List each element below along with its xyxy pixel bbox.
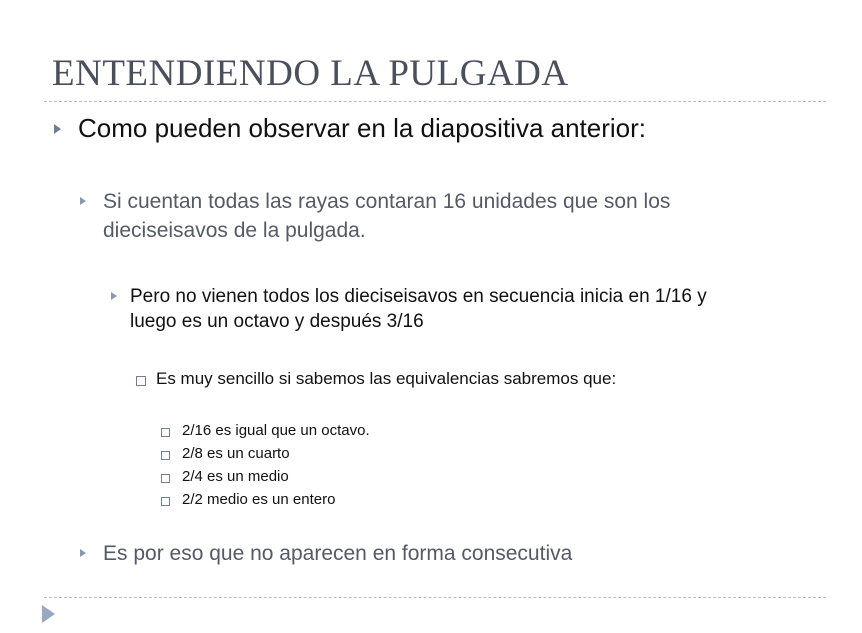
bullet-triangle-icon (111, 292, 117, 300)
next-slide-arrow-icon[interactable] (42, 605, 55, 623)
bullet-level2-line2: dieciseisavos de la pulgada. (103, 219, 366, 242)
bullet-square-icon (161, 451, 170, 460)
equivalence-item: 2/16 es igual que un octavo. (182, 422, 370, 439)
bullet-closing: Es por eso que no aparecen en forma consecutiva (103, 542, 573, 565)
bullet-triangle-icon (54, 124, 61, 134)
bullet-square-icon (161, 474, 170, 483)
slide-title: ENTENDIENDO LA PULGADA (52, 53, 569, 94)
bullet-square-icon (161, 428, 170, 437)
equivalence-item: 2/4 es un medio (182, 468, 289, 485)
bullet-level3-line2: luego es un octavo y después 3/16 (130, 311, 424, 332)
top-divider (44, 101, 826, 102)
equivalence-item: 2/2 medio es un entero (182, 491, 336, 508)
bullet-level3-line1: Pero no vienen todos los dieciseisavos en secuencia inicia en 1/16 y (130, 286, 707, 307)
bullet-triangle-icon (80, 549, 86, 557)
bullet-level4: Es muy sencillo si sabemos las equivalencias sabremos que: (156, 369, 617, 388)
equivalence-item: 2/8 es un cuarto (182, 445, 290, 462)
bullet-square-icon (161, 497, 170, 506)
bullet-level1: Como pueden observar en la diapositiva anterior: (78, 113, 647, 143)
bullet-triangle-icon (80, 197, 86, 205)
bullet-square-icon (136, 376, 146, 386)
bullet-level2-line1: Si cuentan todas las rayas contaran 16 unidades que son los (103, 190, 671, 213)
bottom-divider (44, 597, 826, 598)
